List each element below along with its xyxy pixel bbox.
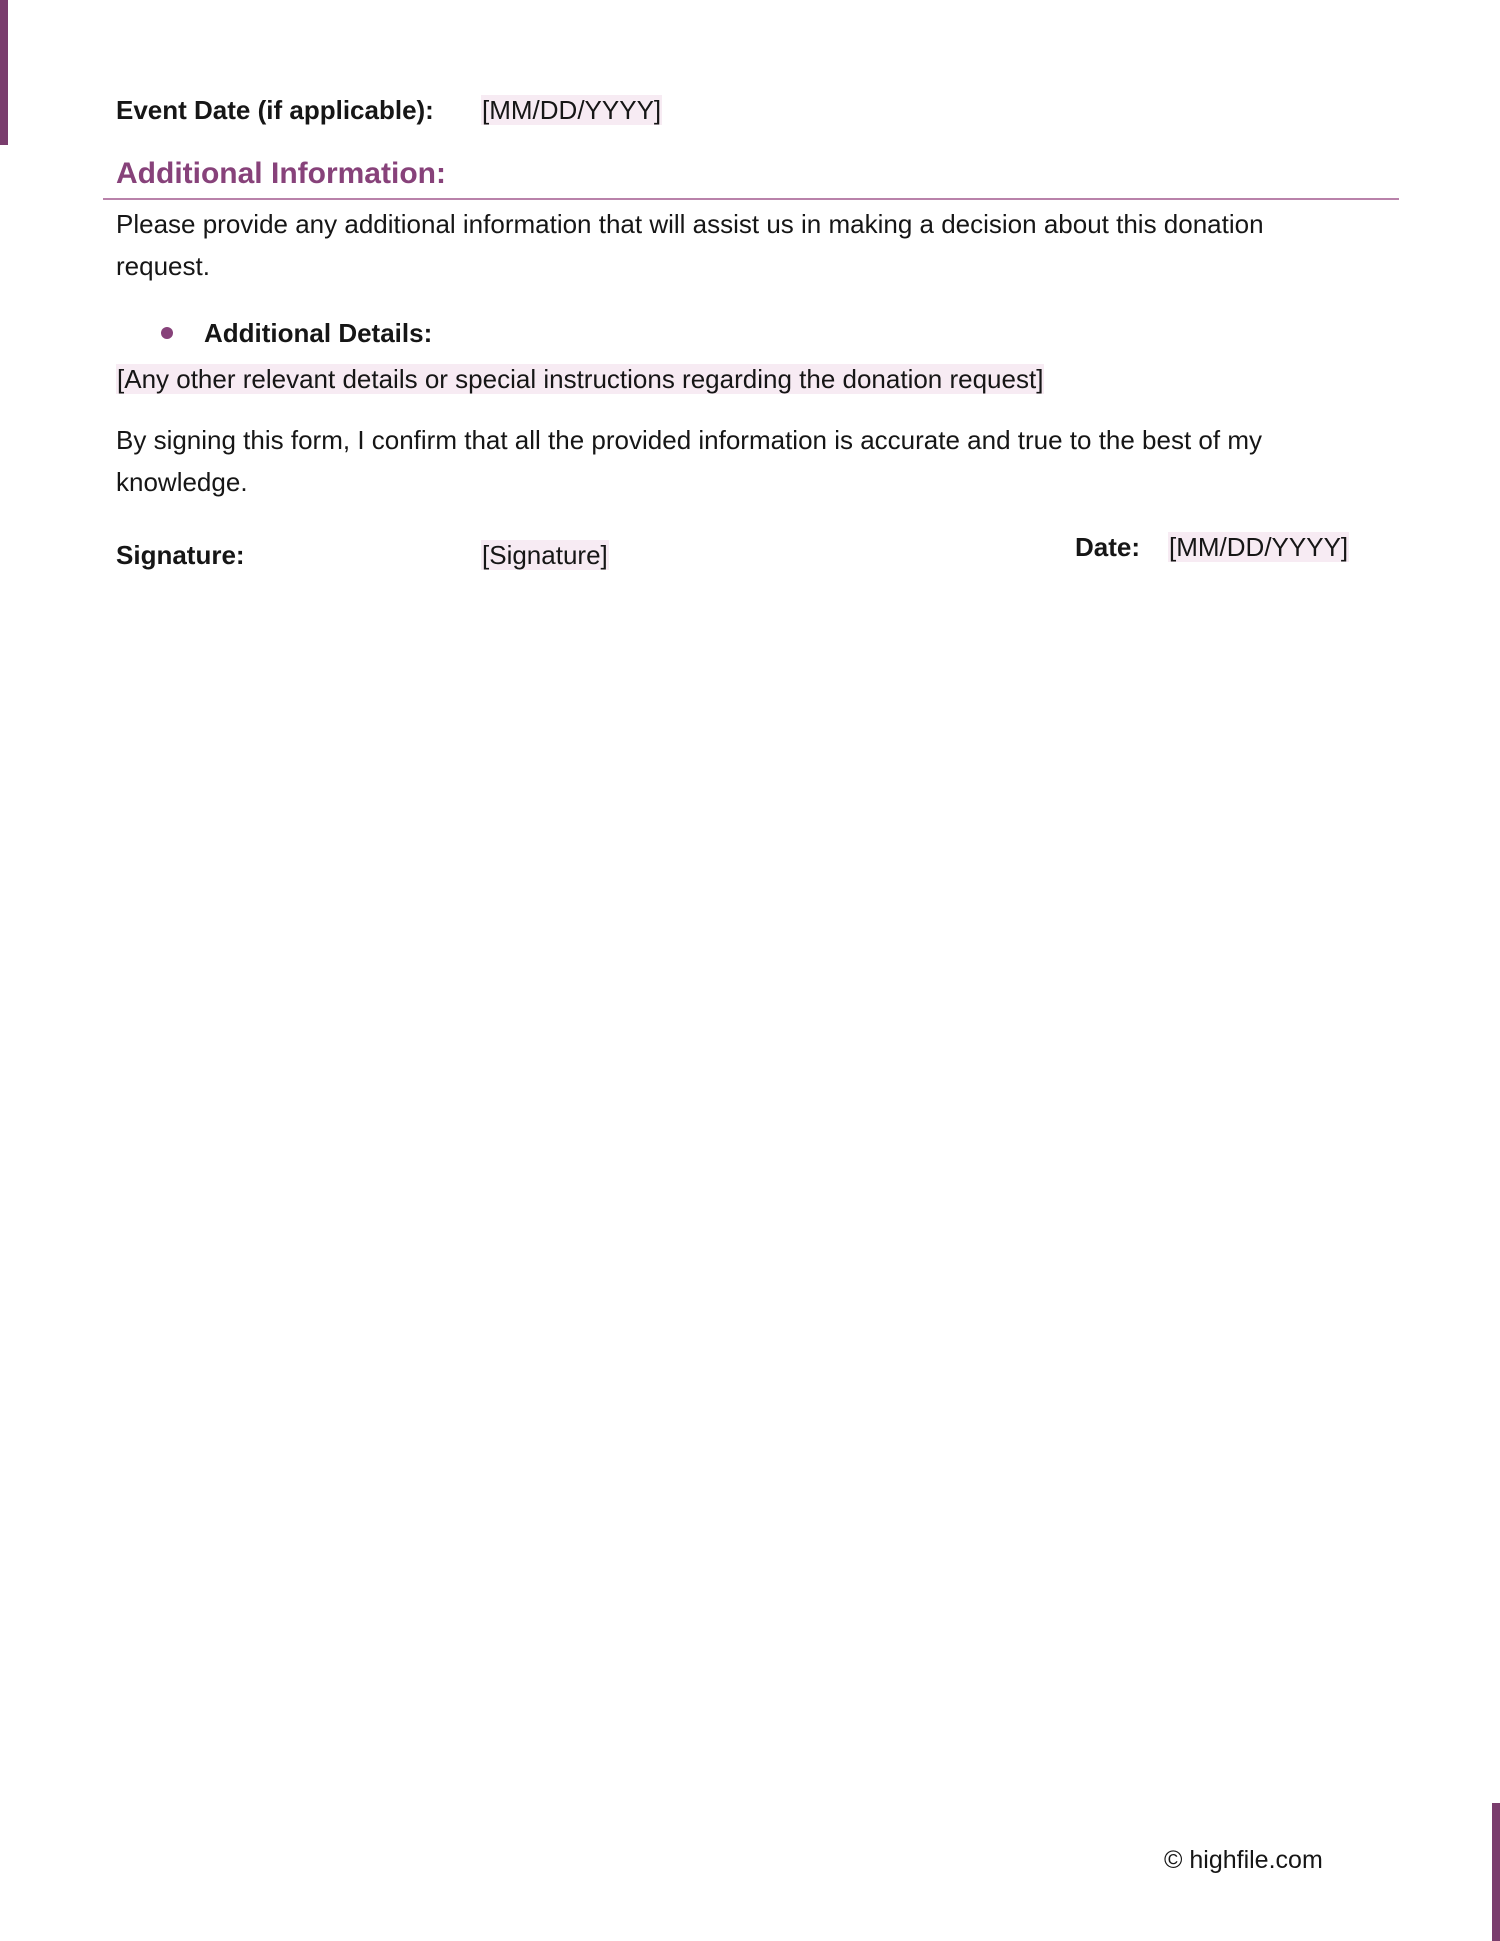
additional-information-instructions: Please provide any additional information that will assist us in making a decision about this donation request. bbox=[116, 209, 1264, 281]
event-date-label: Event Date (if applicable): bbox=[116, 95, 434, 125]
additional-information-heading: Additional Information: bbox=[116, 157, 446, 190]
signature-row bbox=[116, 538, 245, 572]
event-date-field-wrap bbox=[481, 93, 662, 127]
additional-details-field-wrap bbox=[116, 362, 1044, 396]
event-date-field[interactable]: [MM/DD/YYYY] bbox=[482, 95, 662, 125]
right-accent-bar bbox=[1492, 1803, 1500, 1941]
signature-label: Signature: bbox=[116, 540, 245, 570]
left-accent-bar bbox=[0, 0, 8, 145]
event-date-row bbox=[116, 93, 434, 127]
footer-copyright: © highfile.com bbox=[1164, 1846, 1323, 1874]
additional-details-label: Additional Details: bbox=[204, 318, 433, 348]
signature-field-wrap bbox=[481, 538, 609, 572]
date-row bbox=[1075, 530, 1140, 564]
date-field-wrap bbox=[1168, 530, 1349, 564]
heading-divider bbox=[103, 198, 1399, 200]
date-field[interactable]: [MM/DD/YYYY] bbox=[1169, 532, 1349, 562]
confirmation-statement: By signing this form, I confirm that all the provided information is accurate and true to the best of my knowledge. bbox=[116, 425, 1262, 497]
signature-field[interactable]: [Signature] bbox=[482, 540, 608, 570]
additional-details-field[interactable]: [Any other relevant details or special instructions regarding the donation request] bbox=[117, 364, 1044, 394]
additional-details-bullet bbox=[204, 316, 432, 350]
date-label: Date: bbox=[1075, 532, 1141, 562]
bullet-icon bbox=[161, 327, 173, 339]
